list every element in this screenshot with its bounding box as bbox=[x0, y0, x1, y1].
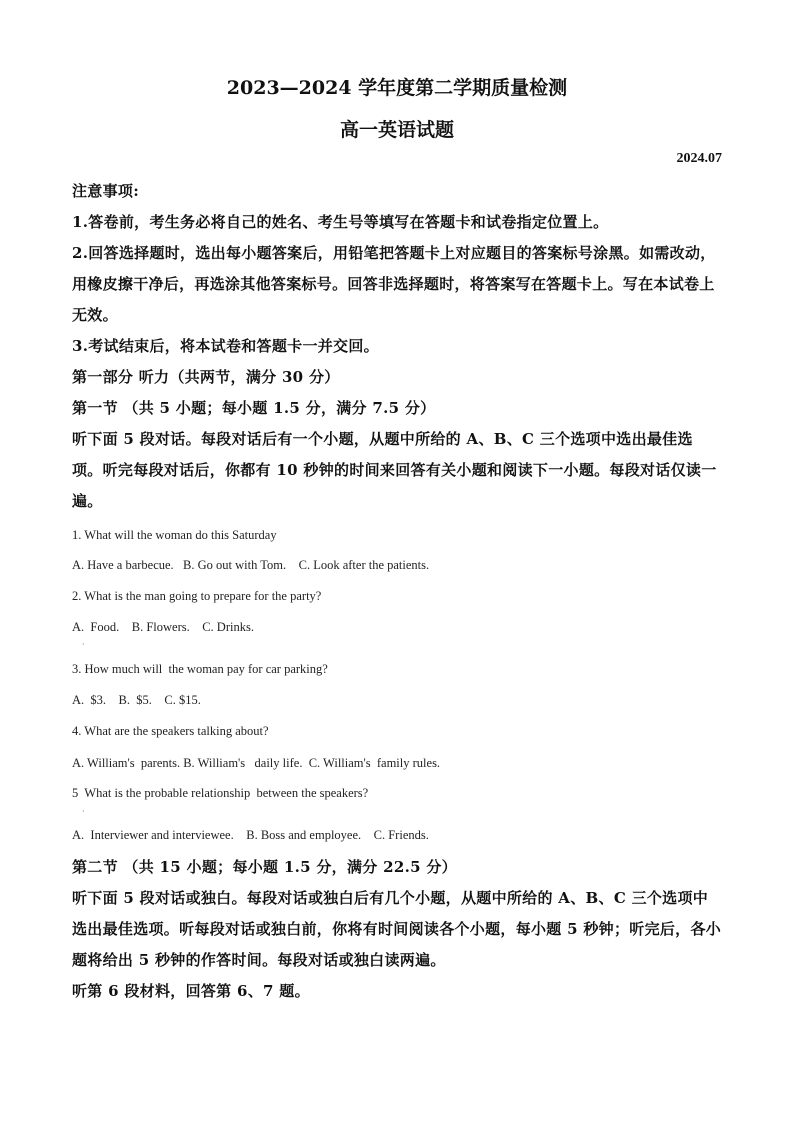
exam-subtitle: 高一英语试题 bbox=[339, 119, 454, 141]
question-3-options: A. $3. B. $5. C. $15. bbox=[72, 693, 201, 707]
question-1-stem: 1. What will the woman do this Saturday bbox=[72, 528, 277, 542]
question-5-options: A. Interviewer and interviewee. B. Boss and employee. C. Friends. bbox=[72, 828, 429, 842]
stray-mark: · bbox=[82, 807, 85, 816]
question-2-options: A. Food. B. Flowers. C. Drinks. bbox=[72, 620, 254, 634]
notes-heading: 注意事项: bbox=[72, 182, 140, 200]
section2-heading: 第二节 （共 15 小题；每小题 1.5 分，满分 22.5 分） bbox=[72, 858, 457, 876]
notes-item-2: 2.回答选择题时，选出每小题答案后，用铅笔把答题卡上对应题目的答案标号涂黑。如需改动，用橡皮擦干净后，再选涂其他答案标号。回答非选择题时，将答案写在答题卡上。写在本试卷上无效。 bbox=[72, 244, 716, 324]
question-1-options: A. Have a barbecue. B. Go out with Tom. C. Look after the patients. bbox=[72, 558, 430, 572]
stray-mark: · bbox=[82, 640, 85, 649]
part1-heading: 第一部分 听力（共两节，满分 30 分） bbox=[72, 368, 340, 386]
question-5-stem: 5 What is the probable relationship between the speakers? bbox=[72, 786, 369, 800]
question-3-stem: 3. How much will the woman pay for car parking? bbox=[72, 662, 328, 676]
section1-instructions: 听下面 5 段对话。每段对话后有一个小题，从题中所给的 A、B、C 三个选项中选出最佳选项。听完每段对话后，你都有 10 秒钟的时间来回答有关小题和阅读下一小题。每段对话仅读一遍。 bbox=[72, 430, 717, 510]
exam-date: 2024.07 bbox=[676, 151, 722, 166]
exam-title: 2023—2024 学年度第二学期质量检测 bbox=[226, 77, 568, 99]
section1-heading: 第一节 （共 5 小题；每小题 1.5 分，满分 7.5 分） bbox=[72, 399, 436, 417]
material-6-instruction: 听第 6 段材料，回答第 6、7 题。 bbox=[72, 982, 310, 1000]
question-4-options: A. William's parents. B. William's daily life. C. William's family rules. bbox=[72, 756, 441, 770]
question-2-stem: 2. What is the man going to prepare for the party? bbox=[72, 589, 322, 603]
notes-item-1: 1.答卷前，考生务必将自己的姓名、考生号等填写在答题卡和试卷指定位置上。 bbox=[72, 213, 609, 231]
notes-item-3: 3.考试结束后，将本试卷和答题卡一并交回。 bbox=[72, 337, 379, 355]
question-4-stem: 4. What are the speakers talking about? bbox=[72, 724, 269, 738]
section2-instructions: 听下面 5 段对话或独白。每段对话或独白后有几个小题，从题中所给的 A、B、C 三个选项中选出最佳选项。听每段对话或独白前，你将有时间阅读各个小题，每小题 5 秒钟；听完后，各小题将给出 5 秒钟的作答时间。每段对话或独白读两遍。 bbox=[72, 889, 722, 969]
